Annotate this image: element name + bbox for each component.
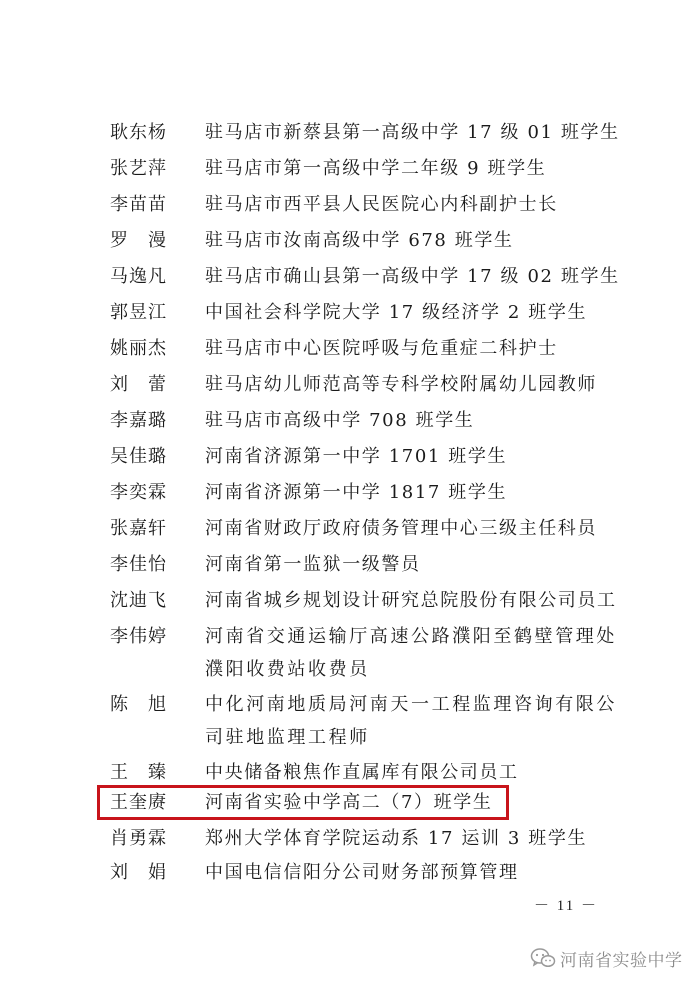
list-item bbox=[110, 406, 670, 436]
list-item bbox=[110, 550, 670, 580]
person-description: 驻马店市西平县人民医院心内科副护士长 bbox=[205, 194, 558, 215]
person-name: 吴佳璐 bbox=[110, 446, 167, 467]
list-item bbox=[110, 226, 670, 256]
person-description: 河南省城乡规划设计研究总院股份有限公司员工 bbox=[205, 590, 617, 611]
list-item bbox=[110, 858, 670, 888]
person-description: 河南省第一监狱一级警员 bbox=[205, 554, 421, 575]
person-description: 驻马店市确山县第一高级中学 17 级 02 班学生 bbox=[205, 266, 620, 287]
person-name: 陈 旭 bbox=[110, 694, 167, 715]
person-name: 张嘉轩 bbox=[110, 518, 167, 539]
list-item bbox=[110, 514, 670, 544]
person-description: 中国社会科学院大学 17 级经济学 2 班学生 bbox=[205, 302, 588, 323]
list-item bbox=[110, 262, 670, 292]
person-name: 刘 蕾 bbox=[110, 374, 167, 395]
person-description: 河南省济源第一中学 1817 班学生 bbox=[205, 482, 508, 503]
page-number: － 11 － bbox=[534, 898, 598, 914]
person-description: 河南省实验中学高二（7）班学生 bbox=[205, 792, 493, 813]
person-description: 驻马店市高级中学 708 班学生 bbox=[205, 410, 475, 431]
person-name: 郭昱江 bbox=[110, 302, 167, 323]
list-item bbox=[110, 758, 670, 788]
person-description: 河南省济源第一中学 1701 班学生 bbox=[205, 446, 508, 467]
person-description: 中化河南地质局河南天一工程监理咨询有限公 bbox=[205, 694, 617, 715]
person-name: 李伟婷 bbox=[110, 626, 167, 647]
person-name: 张艺萍 bbox=[110, 158, 167, 179]
list-item bbox=[110, 334, 670, 364]
list-item bbox=[110, 190, 670, 220]
person-name: 沈迪飞 bbox=[110, 590, 167, 611]
watermark-text: 河南省实验中学 bbox=[560, 950, 683, 971]
person-name: 耿东杨 bbox=[110, 122, 167, 143]
person-name: 马逸凡 bbox=[110, 266, 167, 287]
list-item bbox=[110, 298, 670, 328]
person-description: 河南省交通运输厅高速公路濮阳至鹤壁管理处 bbox=[205, 626, 617, 647]
person-name: 姚丽杰 bbox=[110, 338, 167, 359]
list-item bbox=[110, 478, 670, 508]
list-item bbox=[110, 154, 670, 184]
list-item bbox=[110, 824, 670, 854]
watermark bbox=[530, 943, 683, 973]
person-name: 李嘉璐 bbox=[110, 410, 167, 431]
wechat-icon bbox=[530, 947, 556, 969]
person-name: 李奕霖 bbox=[110, 482, 167, 503]
person-name: 刘 娟 bbox=[110, 862, 167, 883]
person-description: 河南省财政厅政府债务管理中心三级主任科员 bbox=[205, 518, 597, 539]
person-description-continued: 濮阳收费站收费员 bbox=[205, 659, 370, 680]
person-description: 驻马店市第一高级中学二年级 9 班学生 bbox=[205, 158, 547, 179]
list-item bbox=[110, 690, 670, 720]
list-item bbox=[110, 442, 670, 472]
person-name: 王 臻 bbox=[110, 762, 167, 783]
list-item bbox=[110, 586, 670, 616]
person-description: 郑州大学体育学院运动系 17 运训 3 班学生 bbox=[205, 828, 588, 849]
person-name: 李佳怡 bbox=[110, 554, 167, 575]
list-item bbox=[110, 622, 670, 652]
person-name: 王奎赓 bbox=[110, 792, 167, 813]
list-item bbox=[110, 118, 670, 148]
person-description: 中央储备粮焦作直属库有限公司员工 bbox=[205, 762, 519, 783]
person-name: 罗 漫 bbox=[110, 230, 167, 251]
list-item bbox=[110, 370, 670, 400]
person-name: 李苗苗 bbox=[110, 194, 167, 215]
person-description: 驻马店市汝南高级中学 678 班学生 bbox=[205, 230, 514, 251]
list-item-highlighted bbox=[110, 788, 670, 818]
person-description-continued: 司驻地监理工程师 bbox=[205, 727, 370, 748]
person-description: 中国电信信阳分公司财务部预算管理 bbox=[205, 862, 519, 883]
person-description: 驻马店幼儿师范高等专科学校附属幼儿园教师 bbox=[205, 374, 597, 395]
person-name: 肖勇霖 bbox=[110, 828, 167, 849]
person-description: 驻马店市中心医院呼吸与危重症二科护士 bbox=[205, 338, 558, 359]
person-description: 驻马店市新蔡县第一高级中学 17 级 01 班学生 bbox=[205, 122, 620, 143]
